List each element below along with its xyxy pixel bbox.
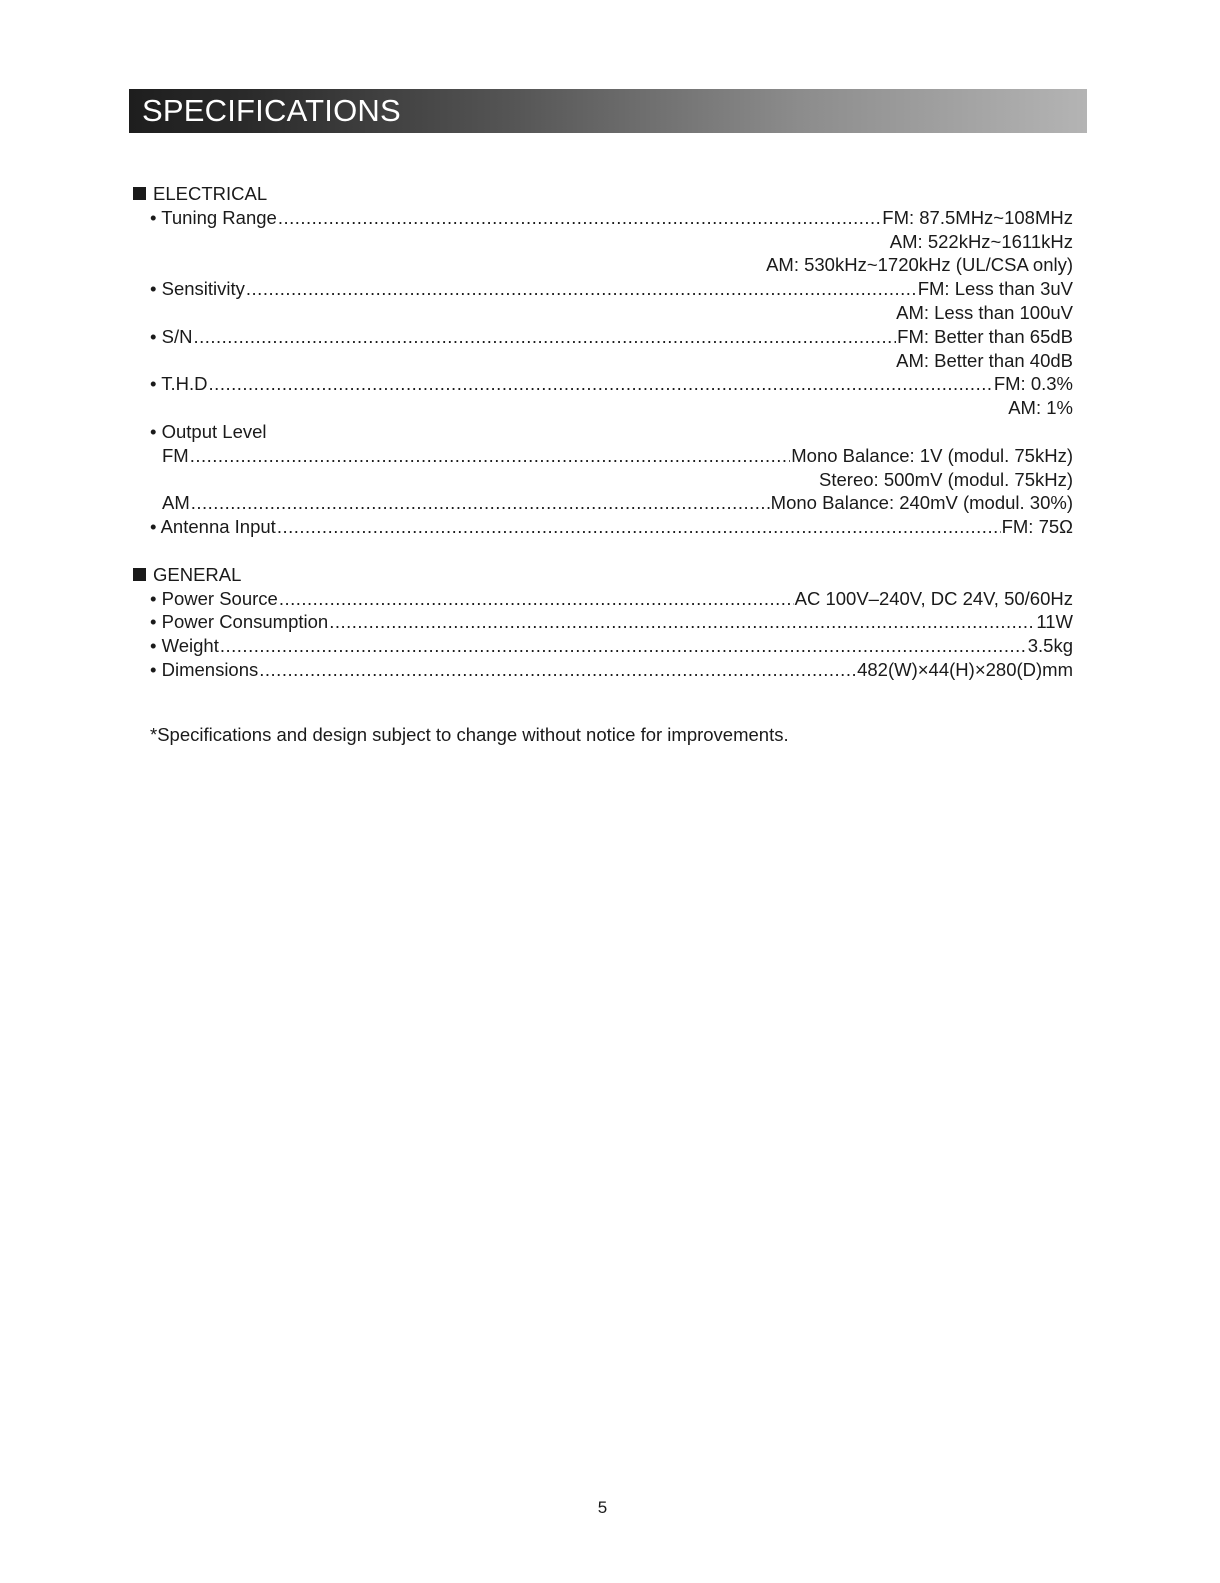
section-heading-label: GENERAL: [153, 563, 242, 585]
spec-value-cont: AM: Better than 40dB: [896, 349, 1073, 371]
spec-value: FM: 0.3%: [993, 373, 1073, 395]
dot-leader: [193, 325, 896, 349]
spec-label: • Antenna Input: [150, 516, 276, 538]
spec-row-weight: [133, 634, 1073, 658]
spec-row-output-level: [133, 420, 1073, 444]
dot-leader: [278, 206, 881, 230]
square-bullet-icon: [133, 568, 146, 581]
dot-leader: [329, 610, 1035, 634]
spec-label: • T.H.D: [150, 373, 208, 395]
spec-value-cont: Stereo: 500mV (modul. 75kHz): [819, 468, 1073, 490]
spec-row-power-source: [133, 587, 1073, 611]
section-heading-label: ELECTRICAL: [153, 183, 268, 204]
section-banner: [129, 89, 1087, 133]
spec-row-output-am: [133, 491, 1073, 515]
spec-label: • Power Source: [150, 587, 278, 609]
spec-value: 11W: [1036, 611, 1073, 633]
spec-sublabel: AM: [162, 492, 190, 514]
spec-row-tuning-range: [133, 206, 1073, 230]
section-heading: [133, 182, 1073, 206]
dot-leader: [220, 634, 1027, 658]
spec-label: • Tuning Range: [150, 206, 277, 228]
spec-value-cont: AM: 530kHz~1720kHz (UL/CSA only): [766, 254, 1073, 276]
spec-value: Mono Balance: 240mV (modul. 30%): [770, 492, 1073, 514]
spec-row-power-consumption: [133, 610, 1073, 634]
dot-leader: [279, 587, 794, 611]
section-heading: [133, 563, 1073, 587]
electrical-section: [133, 182, 1073, 539]
spec-row-sn: [133, 325, 1073, 349]
spec-label: • S/N: [150, 325, 193, 347]
spec-value: FM: Less than 3uV: [917, 278, 1073, 300]
dot-leader: [277, 515, 1001, 539]
spec-value: FM: 75Ω: [1001, 516, 1073, 538]
spec-label: • Dimensions: [150, 658, 259, 680]
spec-row-antenna-input: [133, 515, 1073, 539]
spec-label: • Sensitivity: [150, 278, 245, 300]
spec-value: AC 100V–240V, DC 24V, 50/60Hz: [794, 587, 1073, 609]
spec-row-dimensions: [133, 658, 1073, 682]
spec-row-thd: [133, 372, 1073, 396]
general-section: [133, 563, 1073, 682]
spec-value: 482(W)×44(H)×280(D)mm: [857, 658, 1073, 680]
spec-label: • Weight: [150, 635, 219, 657]
spec-sublabel: FM: [162, 444, 189, 466]
spec-value: 3.5kg: [1027, 635, 1073, 657]
dot-leader: [209, 372, 993, 396]
spec-label: • Output Level: [150, 420, 267, 442]
dot-leader: [190, 444, 791, 468]
spec-value: FM: Better than 65dB: [897, 325, 1073, 347]
spec-value: FM: 87.5MHz~108MHz: [882, 206, 1073, 228]
spec-value-cont: AM: 1%: [1008, 397, 1073, 419]
square-bullet-icon: [133, 187, 146, 200]
dot-leader: [191, 491, 770, 515]
page-number: 5: [597, 1498, 608, 1517]
dot-leader: [246, 277, 917, 301]
page-title: SPECIFICATIONS: [142, 93, 401, 128]
spec-label: • Power Consumption: [150, 611, 329, 633]
spec-value-cont: AM: Less than 100uV: [896, 301, 1073, 323]
spec-list: [133, 182, 1073, 706]
spec-value-cont: AM: 522kHz~1611kHz: [889, 230, 1073, 252]
dot-leader: [259, 658, 856, 682]
spec-row-sensitivity: [133, 277, 1073, 301]
disclaimer-note: *Specifications and design subject to change without notice for improvements.: [150, 724, 789, 745]
spec-value: Mono Balance: 1V (modul. 75kHz): [791, 444, 1073, 466]
spec-row-output-fm: [133, 444, 1073, 468]
